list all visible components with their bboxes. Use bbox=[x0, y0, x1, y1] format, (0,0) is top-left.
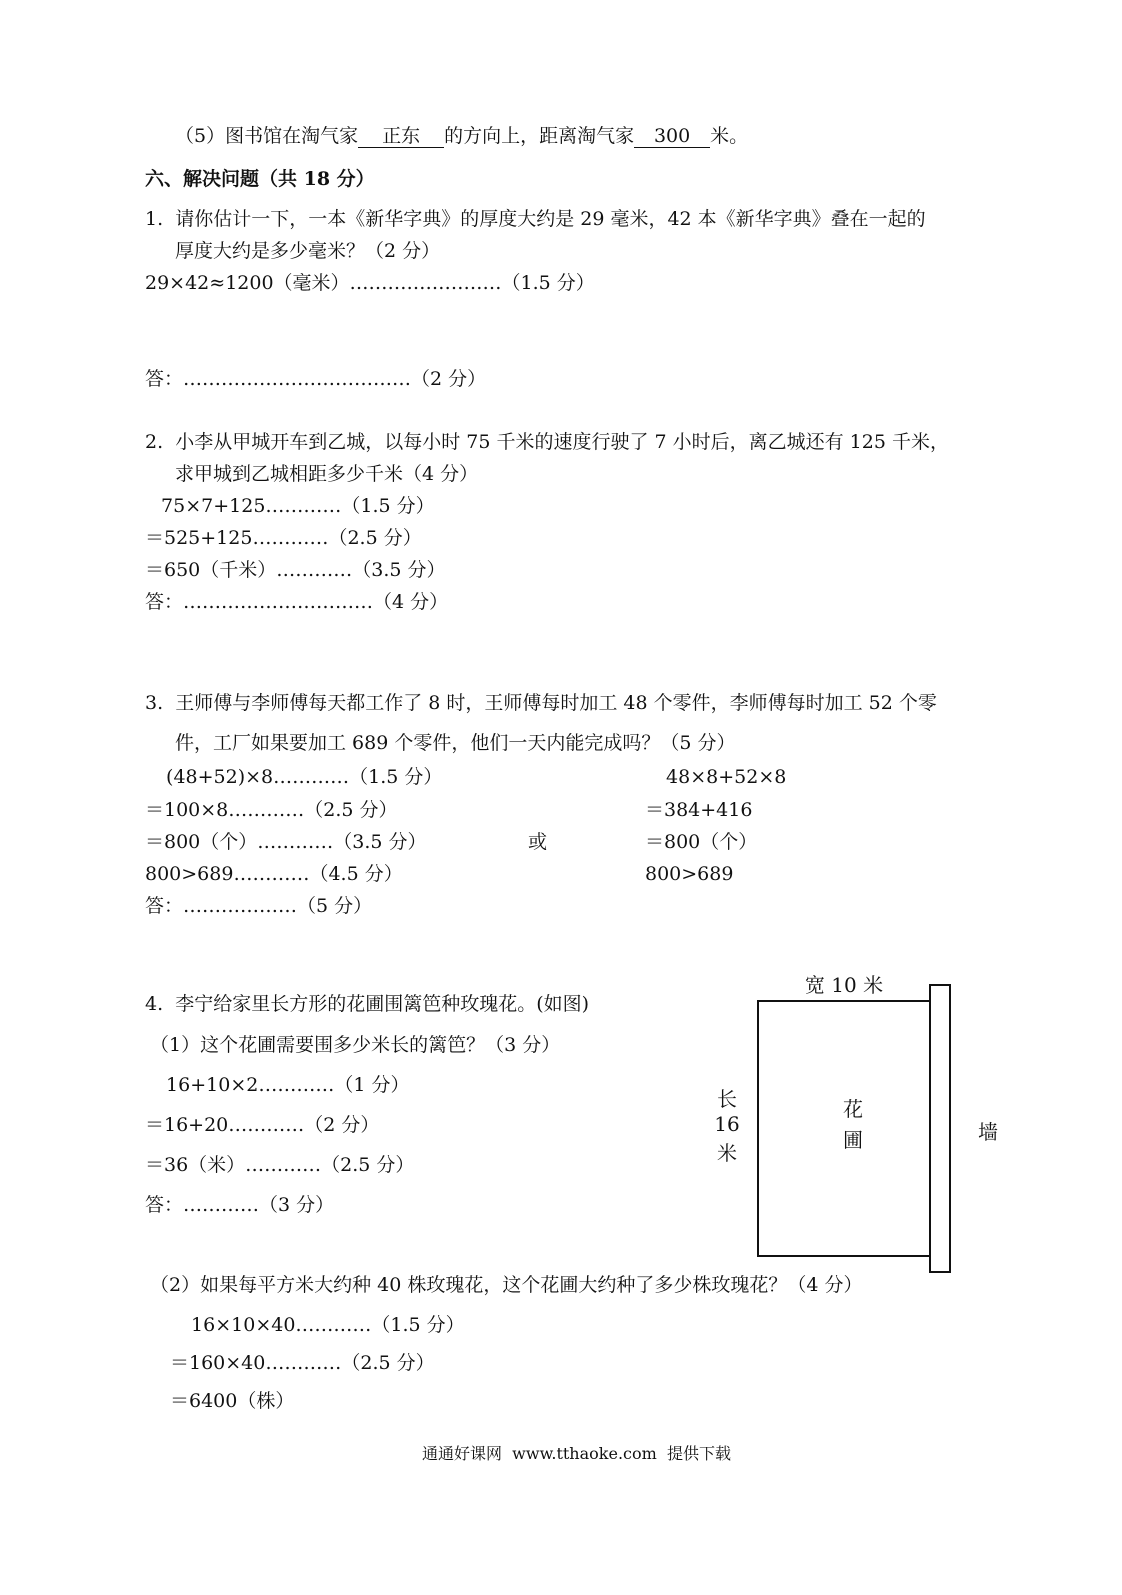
q5-line bbox=[175, 127, 748, 148]
p2-step: 75×7+125…………（1.5 分） bbox=[155, 495, 435, 517]
p2-line1: 2. 小李从甲城开车到乙城，以每小时 75 千米的速度行驶了 7 小时后，离乙城还有 125 千米， bbox=[145, 431, 949, 453]
width-label: 宽 10 米 bbox=[804, 973, 884, 997]
p4-sub1-step: 16+10×2…………（1 分） bbox=[160, 1074, 410, 1096]
length-label-bot: 米 bbox=[717, 1141, 737, 1165]
q5-pre: （5）图书馆在淘气家 bbox=[175, 125, 359, 147]
p3-or-label: 或 bbox=[528, 831, 548, 853]
garden-diagram-svg bbox=[700, 965, 1020, 1275]
garden-label-bot: 圃 bbox=[843, 1128, 863, 1152]
p3-left-step: 800>689…………（4.5 分） bbox=[145, 863, 403, 885]
page-footer: 通通好课网 www.tthaoke.com 提供下载 bbox=[422, 1444, 731, 1463]
p3-line2: 件，工厂如果要加工 689 个零件，他们一天内能完成吗？（5 分） bbox=[175, 732, 736, 754]
p3-right-step: 800>689 bbox=[645, 863, 734, 885]
q5-mid: 的方向上，距离淘气家 bbox=[444, 125, 635, 147]
wall-label: 墙 bbox=[978, 1120, 998, 1144]
p3-answer: 答：………………（5 分） bbox=[145, 895, 373, 917]
p4-sub2-step: ＝6400（株） bbox=[170, 1390, 295, 1412]
p3-line1: 3. 王师傅与李师傅每天都工作了 8 时，王师傅每时加工 48 个零件，李师傅每时加工 52 个零 bbox=[145, 692, 937, 714]
garden-diagram bbox=[700, 965, 1020, 1280]
p4-sub1: （1）这个花圃需要围多少米长的篱笆？（3 分） bbox=[150, 1034, 561, 1056]
p1-line1: 1. 请你估计一下，一本《新华字典》的厚度大约是 29 毫米，42 本《新华字典》叠在一起的 bbox=[145, 208, 926, 230]
p3-right-step: 48×8+52×8 bbox=[660, 766, 787, 788]
q5-answer-distance: 300 bbox=[634, 127, 710, 148]
wall-rectangle bbox=[930, 985, 950, 1272]
garden-label-top: 花 bbox=[843, 1097, 863, 1121]
p4-line1: 4. 李宁给家里长方形的花圃围篱笆种玫瑰花。(如图) bbox=[145, 993, 590, 1015]
p3-right-step: ＝384+416 bbox=[645, 799, 753, 821]
p2-step: ＝525+125…………（2.5 分） bbox=[145, 527, 422, 549]
p4-sub2: （2）如果每平方米大约种 40 株玫瑰花，这个花圃大约种了多少株玫瑰花？（4 分） bbox=[150, 1274, 863, 1296]
length-label-mid: 16 bbox=[714, 1112, 740, 1136]
p3-left-step: (48+52)×8…………（1.5 分） bbox=[160, 766, 443, 788]
p2-answer: 答：…………………………（4 分） bbox=[145, 591, 449, 613]
p1-line2: 厚度大约是多少毫米？（2 分） bbox=[175, 240, 441, 262]
p4-sub2-step: ＝160×40…………（2.5 分） bbox=[170, 1352, 435, 1374]
q5-post: 米。 bbox=[710, 125, 749, 147]
section-title: 六、解决问题（共 18 分） bbox=[145, 168, 375, 190]
length-label-top: 长 bbox=[717, 1087, 737, 1111]
p4-sub2-step: 16×10×40…………（1.5 分） bbox=[185, 1314, 465, 1336]
p4-sub1-answer: 答：…………（3 分） bbox=[145, 1194, 335, 1216]
p1-calc: 29×42≈1200（毫米）……………………（1.5 分） bbox=[145, 272, 595, 294]
p2-step: ＝650（千米）…………（3.5 分） bbox=[145, 559, 446, 581]
p4-sub1-step: ＝36（米）…………（2.5 分） bbox=[145, 1154, 415, 1176]
p3-right-step: ＝800（个） bbox=[645, 831, 758, 853]
p3-left-step: ＝100×8…………（2.5 分） bbox=[145, 799, 398, 821]
p1-answer: 答：………………………………（2 分） bbox=[145, 368, 487, 390]
p3-left-step: ＝800（个）…………（3.5 分） bbox=[145, 831, 427, 853]
p2-line2: 求甲城到乙城相距多少千米（4 分） bbox=[175, 463, 479, 485]
q5-answer-direction: 正东 bbox=[358, 127, 444, 148]
p4-sub1-step: ＝16+20…………（2 分） bbox=[145, 1114, 380, 1136]
